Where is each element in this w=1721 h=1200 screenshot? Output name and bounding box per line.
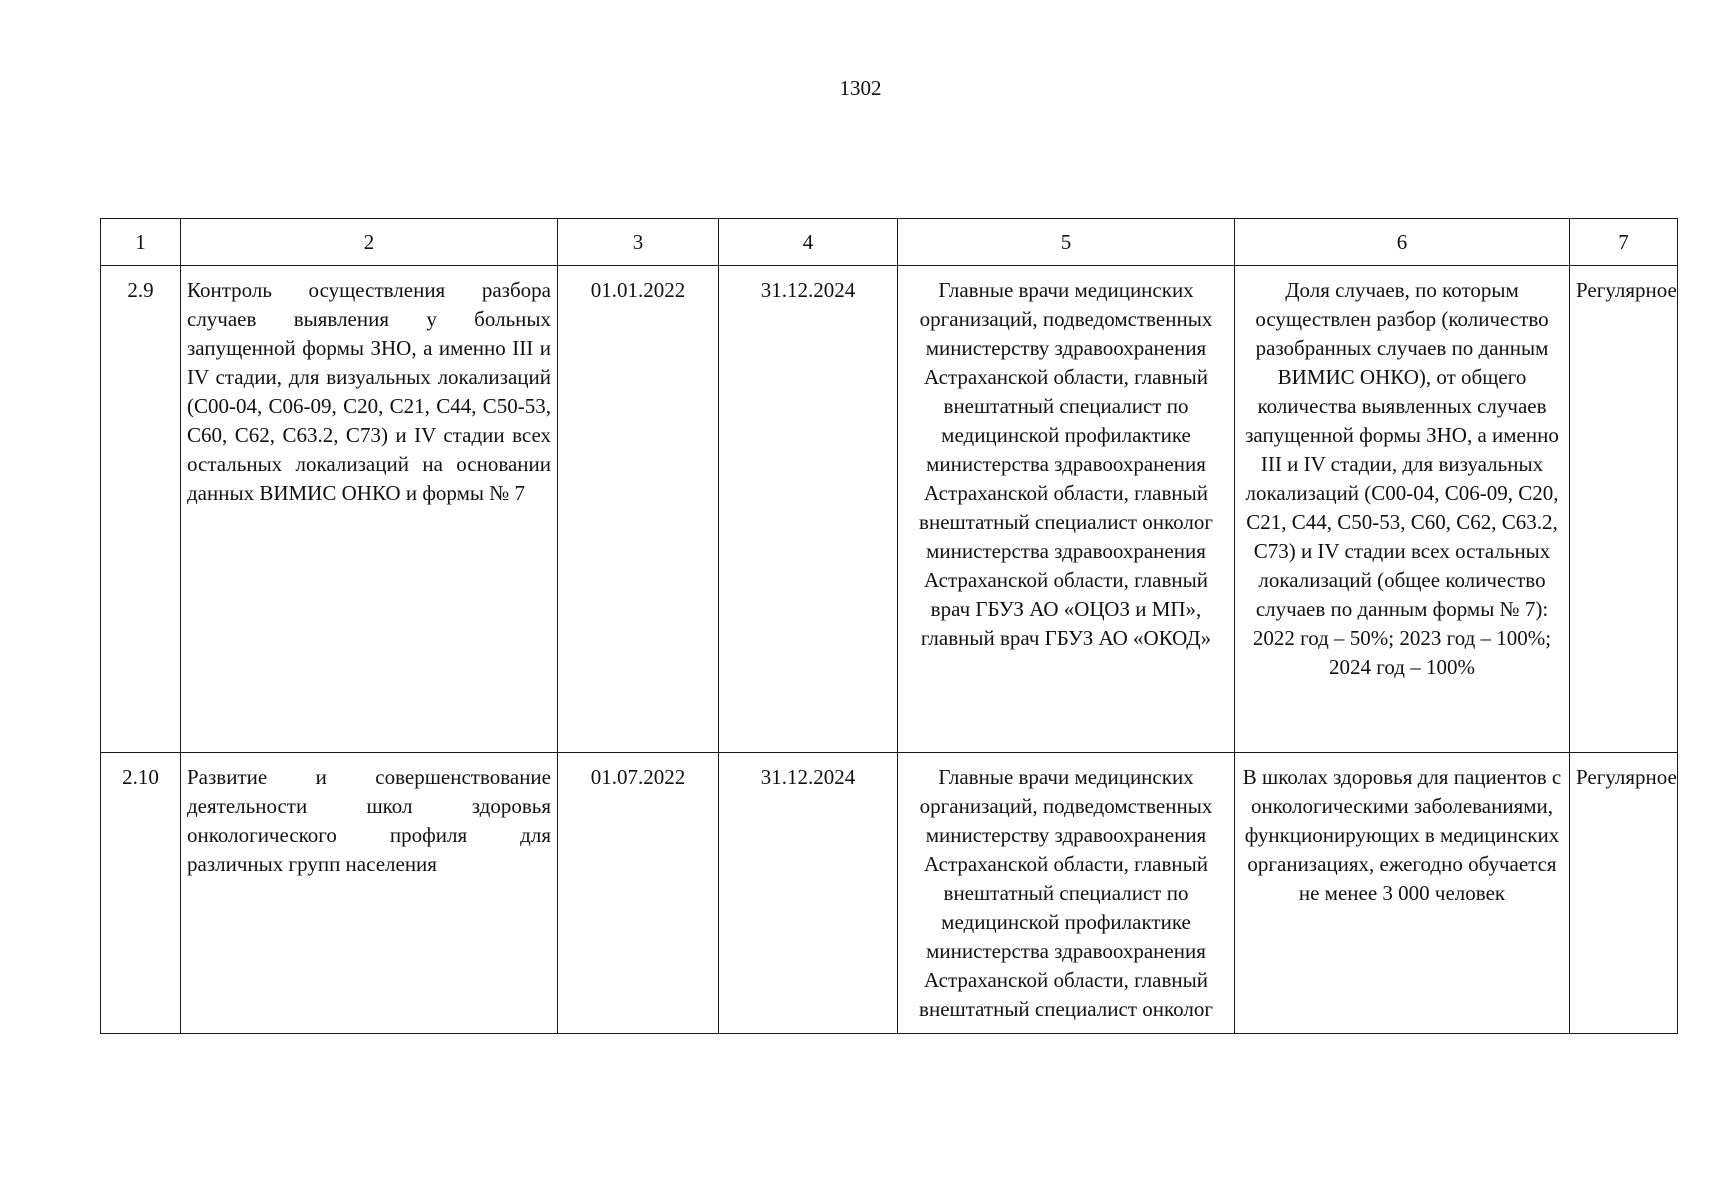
- column-header-1: 1: [101, 219, 181, 266]
- end-date: 31.12.2024: [719, 753, 898, 1034]
- page-number: 1302: [839, 76, 882, 100]
- responsible-persons: Главные врачи медицинских организаций, подведомственных министерству здравоохранения Астраханской области, главный внештатный специалист по медицинской профилактике министерства здравоохранения Астраханской области, главный внештатный специалист онколог: [898, 753, 1235, 1034]
- frequency: Регулярное: [1570, 753, 1678, 1034]
- start-date: 01.01.2022: [558, 266, 719, 753]
- table-row: [101, 266, 1678, 753]
- column-header-6: 6: [1235, 219, 1570, 266]
- column-header-3: 3: [558, 219, 719, 266]
- start-date: 01.07.2022: [558, 753, 719, 1034]
- column-header-4: 4: [719, 219, 898, 266]
- responsible-persons: Главные врачи медицинских организаций, подведомственных министерству здравоохранения Астраханской области, главный внештатный специалист по медицинской профилактике министерства здравоохранения Астраханской области, главный внештатный специалист онколог министерства здравоохранения Астраханской области, главный врач ГБУЗ АО «ОЦОЗ и МП», главный врач ГБУЗ АО «ОКОД»: [898, 266, 1235, 753]
- column-header-2: 2: [181, 219, 558, 266]
- column-header-7: 7: [1570, 219, 1678, 266]
- table-header-row: [101, 219, 1678, 266]
- row-number: 2.10: [101, 753, 181, 1034]
- table-row: [101, 753, 1678, 1034]
- activities-table: [100, 218, 1678, 1034]
- performance-indicator: Доля случаев, по которым осуществлен разбор (количество разобранных случаев по данным ВИМИС ОНКО), от общего количества выявленных случаев запущенной формы ЗНО, а именно III и IV стадии, для визуальных локализаций (С00-04, С06-09, С20, С21, С44, С50-53, С60, С62, С63.2, С73) и IV стадии всех остальных локализаций (общее количество случаев по данным формы № 7): 2022 год – 50%; 2023 год – 100%; 2024 год – 100%: [1235, 266, 1570, 753]
- end-date: 31.12.2024: [719, 266, 898, 753]
- activity-description: Контроль осуществления разбора случаев выявления у больных запущенной формы ЗНО, а именно III и IV стадии, для визуальных локализаций (С00-04, С06-09, С20, С21, С44, С50-53, С60, С62, С63.2, С73) и IV стадии всех остальных локализаций на основании данных ВИМИС ОНКО и формы № 7: [181, 266, 558, 753]
- performance-indicator: В школах здоровья для пациентов с онкологическими заболеваниями, функционирующих в медицинских организациях, ежегодно обучается не менее 3 000 человек: [1235, 753, 1570, 1034]
- row-number: 2.9: [101, 266, 181, 753]
- frequency: Регулярное: [1570, 266, 1678, 753]
- activity-description: Развитие и совершенствование деятельности школ здоровья онкологического профиля для различных групп населения: [181, 753, 558, 1034]
- column-header-5: 5: [898, 219, 1235, 266]
